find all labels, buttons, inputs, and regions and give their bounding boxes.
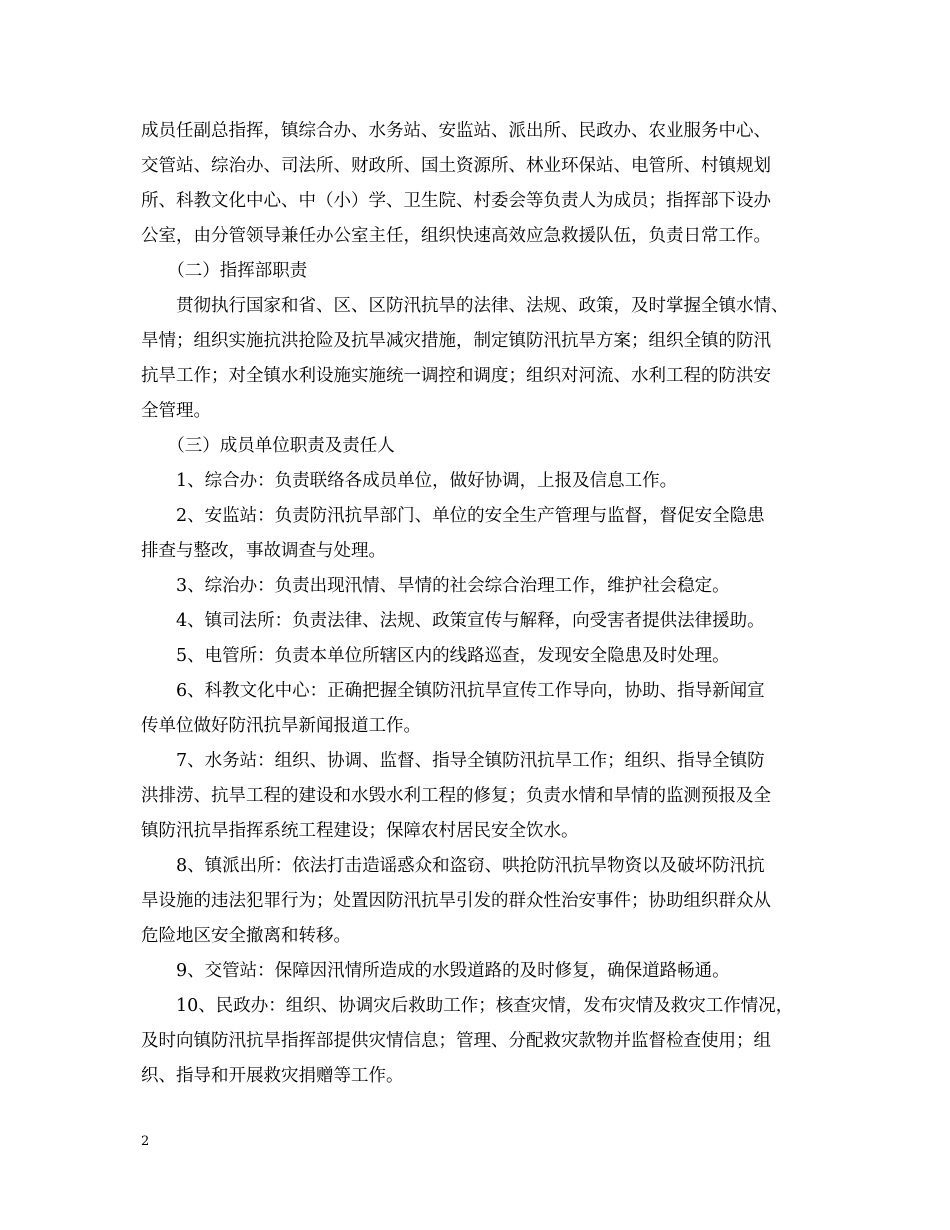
text-line: 旱情；组织实施抗洪抢险及抗旱减灾措施，制定镇防汛抗旱方案；组织全镇的防汛: [141, 331, 771, 351]
text-line: 及时向镇防汛抗旱指挥部提供灾情信息；管理、分配救灾款物并监督检查使用；组: [141, 1031, 771, 1051]
page-number: 2: [141, 1134, 150, 1149]
list-item: 1、综合办：负责联络各成员单位，做好协调，上报及信息工作。: [141, 471, 678, 491]
text-line: 成员任副总指挥，镇综合办、水务站、安监站、派出所、民政办、农业服务中心、: [141, 121, 771, 141]
section-heading: （二）指挥部职责: [141, 261, 308, 281]
text-line: 交管站、综治办、司法所、财政所、国土资源所、林业环保站、电管所、村镇规划: [141, 156, 771, 176]
text-line: 镇防汛抗旱指挥系统工程建设；保障农村居民安全饮水。: [141, 821, 579, 841]
text-line: 全管理。: [141, 401, 211, 421]
section-heading: （三）成员单位职责及责任人: [141, 436, 395, 456]
text-line: 抗旱工作；对全镇水利设施实施统一调控和调度；组织对河流、水利工程的防洪安: [141, 366, 771, 386]
text-line: 贯彻执行国家和省、区、区防汛抗旱的法律、法规、政策，及时掌握全镇水情、: [141, 296, 789, 316]
text-line: 公室，由分管领导兼任办公室主任，组织快速高效应急救援队伍，负责日常工作。: [141, 226, 771, 246]
list-item: 8、镇派出所：依法打击造谣惑众和盗窃、哄抢防汛抗旱物资以及破坏防汛抗: [141, 856, 765, 876]
list-item: 2、安监站：负责防汛抗旱部门、单位的安全生产管理与监督，督促安全隐患: [141, 506, 765, 526]
text-line: 洪排涝、抗旱工程的建设和水毁水利工程的修复；负责水情和旱情的监测预报及全: [141, 786, 771, 806]
body-text: [141, 114, 821, 1094]
list-item: 9、交管站：保障因汛情所造成的水毁道路的及时修复，确保道路畅通。: [141, 961, 730, 981]
text-line: 排查与整改，事故调查与处理。: [141, 541, 386, 561]
list-item: 5、电管所：负责本单位所辖区内的线路巡查，发现安全隐患及时处理。: [141, 646, 730, 666]
text-line: 所、科教文化中心、中（小）学、卫生院、村委会等负责人为成员；指挥部下设办: [141, 191, 771, 211]
list-item: 3、综治办：负责出现汛情、旱情的社会综合治理工作，维护社会稳定。: [141, 576, 730, 596]
text-line: 旱设施的违法犯罪行为；处置因防汛抗旱引发的群众性治安事件；协助组织群众从: [141, 891, 771, 911]
list-item: 10、民政办：组织、协调灾后救助工作；核查灾情，发布灾情及救灾工作情况，: [141, 996, 794, 1016]
list-item: 7、水务站：组织、协调、监督、指导全镇防汛抗旱工作；组织、指导全镇防: [141, 751, 765, 771]
list-item: 6、科教文化中心：正确把握全镇防汛抗旱宣传工作导向，协助、指导新闻宣: [141, 681, 765, 701]
list-item: 4、镇司法所：负责法律、法规、政策宣传与解释，向受害者提供法律援助。: [141, 611, 765, 631]
text-line: 传单位做好防汛抗旱新闻报道工作。: [141, 716, 421, 736]
text-line: 织、指导和开展救灾捐赠等工作。: [141, 1066, 404, 1086]
text-line: 危险地区安全撤离和转移。: [141, 926, 351, 946]
